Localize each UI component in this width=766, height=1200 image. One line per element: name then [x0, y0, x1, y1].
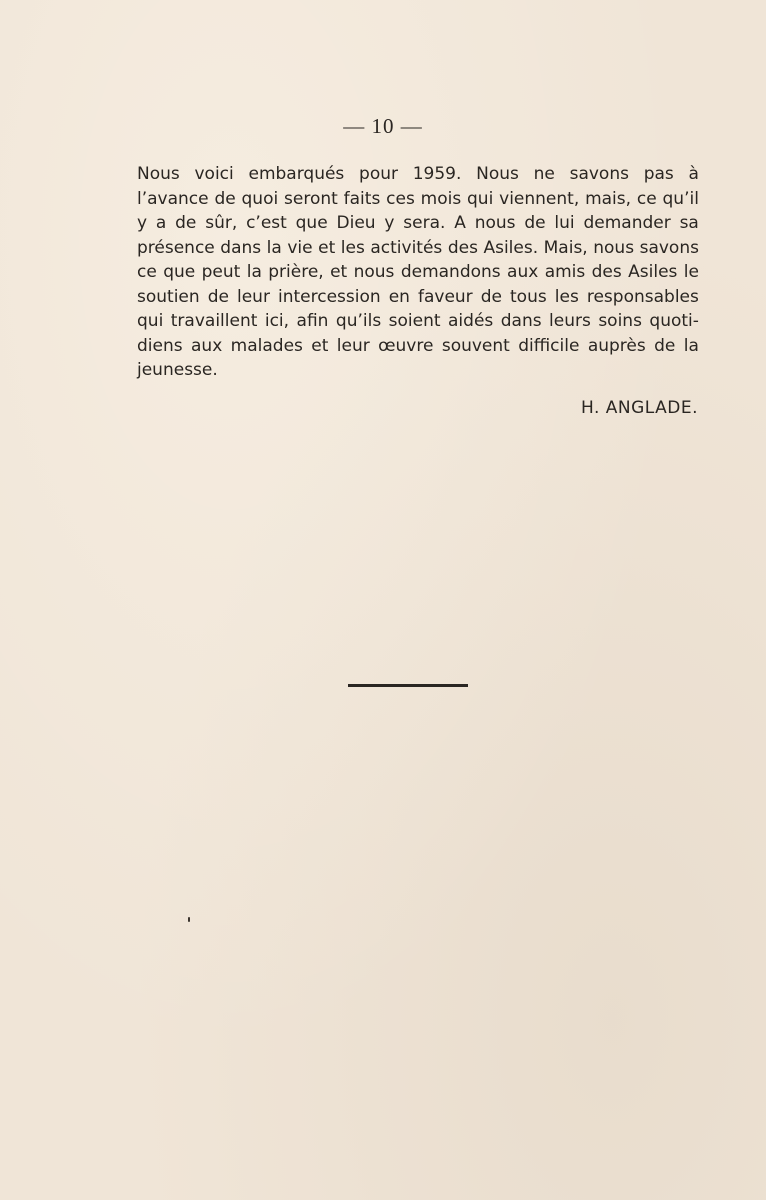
word: en — [388, 286, 410, 307]
word: aidés — [448, 311, 494, 331]
word: dans — [500, 311, 542, 331]
word: Nous — [137, 164, 180, 184]
word: soins — [598, 311, 642, 331]
word: quoi — [241, 188, 279, 209]
paragraph-line — [137, 211, 699, 236]
word: Asiles. — [483, 237, 539, 258]
word: la — [266, 237, 282, 258]
word: la — [246, 262, 262, 282]
word: pour — [359, 164, 398, 184]
line-text — [137, 236, 699, 261]
word: savons — [639, 237, 699, 258]
word: que — [295, 213, 328, 233]
word: et — [330, 262, 348, 282]
line-text — [137, 162, 699, 187]
word: ce — [137, 262, 157, 282]
word: sûr, — [205, 213, 238, 233]
word: Mais, — [543, 237, 588, 258]
word: viennent, — [499, 188, 580, 209]
line-text — [137, 309, 699, 334]
word: nous — [353, 262, 395, 282]
word: présence — [137, 237, 215, 258]
section-divider — [348, 684, 468, 687]
word: mais, — [585, 188, 632, 209]
word: embarqués — [248, 164, 345, 184]
word: à — [688, 164, 699, 184]
word: prière, — [268, 262, 324, 282]
word: souvent — [441, 335, 510, 356]
word: leur — [237, 286, 270, 307]
line-text — [137, 334, 699, 359]
line-text — [137, 285, 699, 310]
word: sa — [679, 213, 699, 233]
word: quoti- — [649, 311, 699, 331]
word: œuvre — [378, 335, 434, 356]
word: c’est — [246, 213, 287, 233]
paragraph-line — [137, 334, 699, 359]
word: diens — [137, 335, 183, 356]
word: l’avance — [137, 188, 209, 209]
word: qui — [137, 311, 164, 331]
word: auprès — [587, 335, 646, 356]
paragraph-line — [137, 358, 699, 383]
word: de — [207, 286, 229, 307]
word: et — [311, 335, 329, 356]
word: ne — [533, 164, 555, 184]
line-text: jeunesse. — [137, 360, 218, 380]
word: les — [554, 286, 579, 307]
word: nous — [593, 237, 635, 258]
word: leurs — [549, 311, 591, 331]
word: tous — [510, 286, 547, 307]
word: soutien — [137, 286, 200, 307]
word: intercession — [278, 286, 381, 307]
paragraph-line — [137, 260, 699, 285]
word: y — [137, 213, 148, 233]
word: afin — [296, 311, 329, 331]
word: aux — [191, 335, 223, 356]
line-text — [137, 211, 699, 236]
word: vie — [287, 237, 313, 258]
word: seront — [284, 188, 338, 209]
word: peut — [201, 262, 241, 282]
word: ce — [636, 188, 657, 209]
word: sera. — [403, 213, 446, 233]
word: lui — [554, 213, 575, 233]
word: les — [340, 237, 365, 258]
word: que — [163, 262, 196, 282]
word: amis — [544, 262, 586, 282]
word: nous — [474, 213, 516, 233]
word: faveur — [417, 286, 473, 307]
word: de — [214, 188, 236, 209]
word: Dieu — [336, 213, 376, 233]
author-signature: H. ANGLADE. — [580, 398, 698, 418]
word: ici, — [264, 311, 290, 331]
word: la — [683, 335, 699, 356]
word: Nous — [476, 164, 519, 184]
page-number: — 10 — — [343, 114, 423, 138]
word: et — [318, 237, 336, 258]
word: ces — [386, 188, 415, 209]
word: Asiles — [628, 262, 678, 282]
word: qu’il — [662, 188, 699, 209]
word: difficile — [518, 335, 580, 356]
word: savons — [569, 164, 629, 184]
word: aux — [507, 262, 539, 282]
word: activités — [370, 237, 443, 258]
word: A — [454, 213, 466, 233]
word: qui — [467, 188, 494, 209]
word: pas — [643, 164, 674, 184]
word: le — [683, 262, 699, 282]
word: des — [447, 237, 478, 258]
word: 1959. — [412, 164, 462, 184]
word: leur — [336, 335, 370, 356]
word: mois — [420, 188, 462, 209]
paragraph-line — [137, 236, 699, 261]
word: de — [524, 213, 546, 233]
word: travaillent — [170, 311, 258, 331]
word: de — [175, 213, 197, 233]
word: demander — [583, 213, 671, 233]
word: de — [480, 286, 502, 307]
word: a — [155, 213, 167, 233]
paragraph-line — [137, 187, 699, 212]
word: y — [384, 213, 395, 233]
body-paragraph — [137, 162, 699, 383]
paragraph-line — [137, 309, 699, 334]
word: des — [591, 262, 622, 282]
paragraph-line — [137, 162, 699, 187]
line-text — [137, 187, 699, 212]
word: voici — [194, 164, 234, 184]
word: faits — [343, 188, 381, 209]
word: de — [654, 335, 676, 356]
word: demandons — [400, 262, 501, 282]
line-text — [137, 260, 699, 285]
word: qu’ils — [335, 311, 382, 331]
word: soient — [388, 311, 441, 331]
word: dans — [220, 237, 262, 258]
word: malades — [230, 335, 303, 356]
ink-speck — [188, 917, 190, 922]
word: responsables — [586, 286, 699, 307]
paragraph-line — [137, 285, 699, 310]
